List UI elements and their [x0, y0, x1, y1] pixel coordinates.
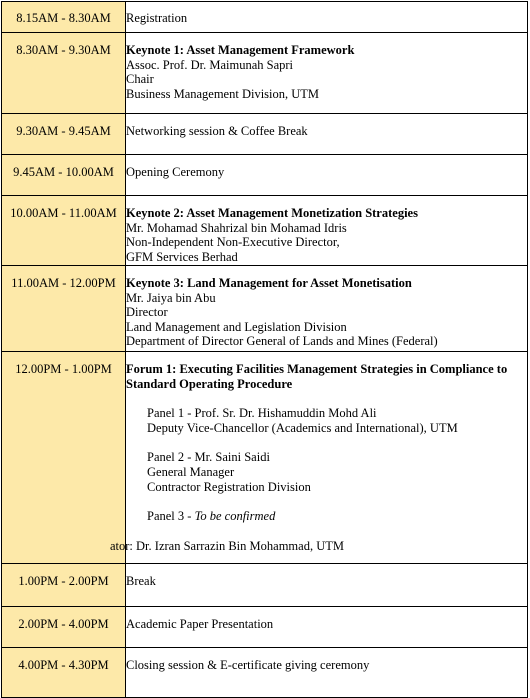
session-cell — [126, 155, 528, 196]
time-text: 10.00AM - 11.00AM — [10, 206, 117, 220]
time-text: 9.30AM - 9.45AM — [16, 124, 111, 138]
table-row — [2, 266, 528, 352]
table-row — [2, 2, 528, 33]
session-cell — [110, 352, 528, 564]
session-title: Break — [126, 574, 156, 588]
speaker-affiliation: Department of Director General of Lands and Mines (Federal) — [126, 334, 438, 349]
time-cell — [2, 196, 126, 266]
speaker-name: Mr. Mohamad Shahrizal bin Mohamad Idris — [126, 220, 347, 235]
panel-member-name: Panel 2 - Mr. Saini Saidi — [147, 450, 270, 465]
time-cell — [2, 2, 126, 33]
time-cell — [2, 564, 126, 607]
session-cell — [126, 2, 528, 33]
panel-member-role: General Manager — [147, 464, 235, 479]
panel-member-role: Deputy Vice-Chancellor (Academics and International), UTM — [147, 420, 458, 435]
time-text: 2.00PM - 4.00PM — [18, 617, 109, 631]
table-row — [2, 114, 528, 155]
time-text: 9.45AM - 10.00AM — [13, 165, 114, 179]
time-text: 8.30AM - 9.30AM — [16, 43, 111, 57]
session-cell — [126, 564, 528, 607]
time-text: 4.00PM - 4.30PM — [18, 658, 109, 672]
session-title: Keynote 2: Asset Management Monetization Strategies — [126, 206, 418, 220]
session-title: Keynote 3: Land Management for Asset Monetisation — [126, 276, 412, 290]
time-text: 1.00PM - 2.00PM — [18, 574, 109, 588]
speaker-affiliation: Business Management Division, UTM — [126, 86, 320, 101]
table-row — [2, 564, 528, 607]
table-row — [2, 648, 528, 698]
session-cell — [126, 114, 528, 155]
table-row — [2, 352, 528, 564]
moderator-text: ator: Dr. Izran Sarrazin Bin Mohammad, UTM — [110, 538, 344, 553]
session-cell — [126, 648, 528, 698]
session-cell — [126, 607, 528, 648]
time-cell — [2, 352, 126, 564]
time-cell — [2, 266, 126, 352]
speaker-role: Chair — [126, 72, 154, 87]
time-cell — [2, 155, 126, 196]
panel-3-value: To be confirmed — [194, 509, 276, 524]
table-row — [2, 607, 528, 648]
table-row — [2, 33, 528, 114]
speaker-affiliation: GFM Services Berhad — [126, 249, 238, 264]
session-title: Opening Ceremony — [126, 165, 225, 179]
session-cell — [126, 266, 528, 352]
speaker-division: Land Management and Legislation Division — [126, 319, 347, 334]
speaker-name: Mr. Jaiya bin Abu — [126, 290, 216, 305]
table-row — [2, 196, 528, 266]
speaker-name: Assoc. Prof. Dr. Maimunah Sapri — [126, 57, 293, 72]
agenda-table — [1, 1, 528, 698]
session-title: Networking session & Coffee Break — [126, 124, 308, 138]
panel-member-name: Panel 1 - Prof. Sr. Dr. Hishamuddin Mohd Ali — [147, 406, 377, 421]
time-text: 8.15AM - 8.30AM — [16, 11, 111, 25]
session-title: Keynote 1: Asset Management Framework — [126, 43, 355, 57]
time-text: 11.00AM - 12.00PM — [11, 276, 116, 290]
session-title: Registration — [126, 11, 188, 25]
session-title: Academic Paper Presentation — [126, 617, 274, 631]
session-title: Forum 1: Executing Facilities Management Strategies in Compliance to Standard Operating Procedure — [126, 362, 508, 391]
panel-2 — [126, 450, 527, 494]
table-row — [2, 155, 528, 196]
panel-member-division: Contractor Registration Division — [147, 479, 311, 494]
session-cell — [126, 33, 528, 114]
panel-3-label: Panel 3 - — [147, 509, 195, 524]
speaker-role: Non-Independent Non-Executive Director, — [126, 235, 340, 250]
session-title: Closing session & E-certificate giving ceremony — [126, 658, 370, 672]
speaker-role: Director — [126, 305, 168, 320]
panel-1 — [126, 406, 527, 435]
panel-3 — [126, 509, 527, 524]
session-cell — [126, 196, 528, 266]
time-cell — [2, 114, 126, 155]
time-cell — [2, 648, 126, 698]
time-cell — [2, 607, 126, 648]
time-cell — [2, 33, 126, 114]
time-text: 12.00PM - 1.00PM — [15, 362, 112, 376]
